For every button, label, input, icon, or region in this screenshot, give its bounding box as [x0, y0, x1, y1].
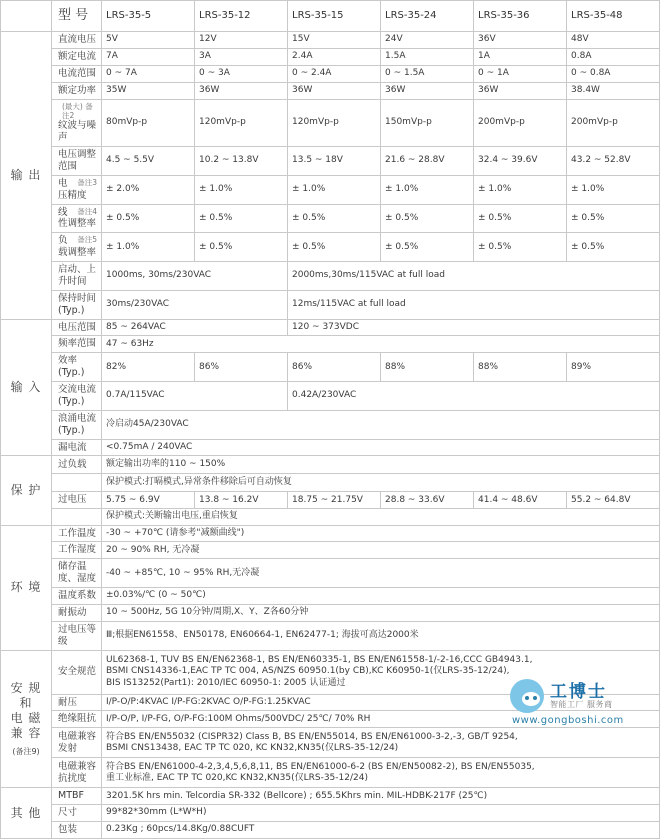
value-cell: 28.8 ~ 33.6V	[381, 492, 474, 509]
param-label: 漏电流	[52, 439, 102, 456]
model-header-0: LRS-35-5	[102, 1, 195, 32]
param-label: 温度系数	[52, 588, 102, 605]
value-cell: 36W	[288, 82, 381, 99]
section-label-1: 输 入	[1, 319, 52, 456]
table-row	[1, 233, 660, 262]
value-cell-merged: 保护模式:关断输出电压,重启恢复	[102, 509, 660, 525]
value-cell: 86%	[288, 353, 381, 382]
table-row	[1, 805, 660, 822]
param-label: 工作湿度	[52, 542, 102, 559]
value-cell: 1A	[474, 48, 567, 65]
param-label: 安全规范	[52, 650, 102, 694]
mascot-eye-right-icon	[533, 696, 537, 700]
value-cell: 0 ~ 1.5A	[381, 65, 474, 82]
value-cell-merged: Ⅲ;根据EN61558、EN50178, EN60664-1, EN62477-1; 海拔可高达2000米	[102, 621, 660, 650]
value-cell: 89%	[567, 353, 660, 382]
param-label: 浪涌电流(Typ.)	[52, 410, 102, 439]
value-cell: 10.2 ~ 13.8V	[195, 147, 288, 176]
param-label: 过负载	[52, 456, 102, 474]
mascot-face-icon	[522, 692, 540, 706]
table-row	[1, 175, 660, 204]
section-label-3: 环 境	[1, 525, 52, 650]
value-cell: 5V	[102, 32, 195, 49]
table-row	[1, 65, 660, 82]
value-cell: 36W	[474, 82, 567, 99]
value-cell: 36W	[381, 82, 474, 99]
value-cell-merged: 0.23Kg ; 60pcs/14.8Kg/0.88CUFT	[102, 822, 660, 839]
value-cell-merged: 符合BS EN/EN61000-4-2,3,4,5,6,8,11, BS EN/EN61000-6-2 (BS EN/EN50082-2), BS EN/EN55035, 重工业标准, EAC TP TC 020,KC KN32,KN35(仅LRS-35-12/24)	[102, 758, 660, 788]
value-cell: ± 0.5%	[195, 233, 288, 262]
value-cell: 13.5 ~ 18V	[288, 147, 381, 176]
mascot-eye-left-icon	[525, 696, 529, 700]
value-cell-merged: 0.42A/230VAC	[288, 382, 660, 411]
table-row	[1, 262, 660, 291]
brand-url: www.gongboshi.com	[512, 715, 624, 726]
table-row	[1, 382, 660, 411]
value-cell: 88%	[474, 353, 567, 382]
value-cell-merged: 30ms/230VAC	[102, 290, 288, 319]
value-cell: 13.8 ~ 16.2V	[195, 492, 288, 509]
table-row	[1, 604, 660, 621]
value-cell: ± 0.5%	[474, 204, 567, 233]
table-row	[1, 410, 660, 439]
value-cell: 21.6 ~ 28.8V	[381, 147, 474, 176]
table-row	[1, 147, 660, 176]
section-label-4: 安 规 和 电 磁 兼 容 (备注9)	[1, 650, 52, 788]
brand-tagline: 智能工厂 服务商	[550, 700, 613, 709]
value-cell: ± 2.0%	[102, 175, 195, 204]
table-row	[1, 319, 660, 336]
brand-name: 工博士	[550, 682, 607, 702]
value-cell-merged: 47 ~ 63Hz	[102, 336, 660, 353]
value-cell: 24V	[381, 32, 474, 49]
table-row	[1, 509, 660, 525]
value-cell-merged: ±0.03%/℃ (0 ~ 50℃)	[102, 588, 660, 605]
param-label: 包装	[52, 822, 102, 839]
value-cell: 200mVp-p	[567, 99, 660, 147]
param-label: 耐振动	[52, 604, 102, 621]
model-header-4: LRS-35-36	[474, 1, 567, 32]
table-row	[1, 474, 660, 492]
value-cell: 120mVp-p	[288, 99, 381, 147]
value-cell-merged: <0.75mA / 240VAC	[102, 439, 660, 456]
value-cell-merged: UL62368-1, TUV BS EN/EN62368-1, BS EN/EN60335-1, BS EN/EN61558-1/-2-16,CCC GB4943.1, BSMI CNS14336-1,EAC TP TC 004, AS/NZS 60950.1(by CB),KC K60950-1(仅LRS-35-12/24), BIS IS13252(Part1): 2010/IEC 60950-1: 2005 认证通过	[102, 650, 660, 694]
value-cell: 80mVp-p	[102, 99, 195, 147]
value-cell: ± 0.5%	[102, 204, 195, 233]
mascot-icon	[510, 679, 544, 713]
value-cell-merged: 符合BS EN/EN55032 (CISPR32) Class B, BS EN/EN55014, BS EN/EN61000-3-2,-3, GB/T 9254, BSMI CNS13438, EAC TP TC 020, KC KN32,KN35(仅LRS-35-12/24)	[102, 728, 660, 758]
value-cell: 18.75 ~ 21.75V	[288, 492, 381, 509]
value-cell-merged: 120 ~ 373VDC	[288, 319, 660, 336]
param-label: 电磁兼容抗扰度	[52, 758, 102, 788]
table-row	[1, 588, 660, 605]
param-label: 过电压	[52, 492, 102, 509]
table-row	[1, 48, 660, 65]
value-cell: ± 0.5%	[381, 204, 474, 233]
table-row	[1, 621, 660, 650]
value-cell: 36V	[474, 32, 567, 49]
value-cell: 4.5 ~ 5.5V	[102, 147, 195, 176]
model-header-5: LRS-35-48	[567, 1, 660, 32]
value-cell: ± 1.0%	[288, 175, 381, 204]
value-cell: ± 1.0%	[102, 233, 195, 262]
section-label-0: 输 出	[1, 32, 52, 320]
param-label: 保持时间(Typ.)	[52, 290, 102, 319]
value-cell-merged: 保护模式:打嗝模式,异常条件移除后可自动恢复	[102, 474, 660, 492]
section-label-2: 保 护	[1, 456, 52, 525]
value-cell: ± 0.5%	[288, 233, 381, 262]
value-cell: 55.2 ~ 64.8V	[567, 492, 660, 509]
value-cell: 0 ~ 7A	[102, 65, 195, 82]
table-row	[1, 788, 660, 805]
table-row	[1, 439, 660, 456]
model-label-cell: 型 号	[52, 1, 102, 32]
value-cell-merged: 2000ms,30ms/115VAC at full load	[288, 262, 660, 291]
param-label: 额定电流	[52, 48, 102, 65]
value-cell: 200mVp-p	[474, 99, 567, 147]
param-label: 过电压等级	[52, 621, 102, 650]
table-row	[1, 758, 660, 788]
value-cell-merged: 冷启动45A/230VAC	[102, 410, 660, 439]
value-cell-merged: I/P-O/P, I/P-FG, O/P-FG:100M Ohms/500VDC/ 25℃/ 70% RH	[102, 711, 660, 728]
param-label: 备注5 负载调整率	[52, 233, 102, 262]
param-label: 电压调整范围	[52, 147, 102, 176]
table-header-row	[1, 1, 660, 32]
value-cell: 86%	[195, 353, 288, 382]
param-label: 工作温度	[52, 525, 102, 542]
value-cell: 35W	[102, 82, 195, 99]
table-row	[1, 82, 660, 99]
table-row	[1, 99, 660, 147]
table-row	[1, 525, 660, 542]
value-cell-merged: 额定输出功率的110 ~ 150%	[102, 456, 660, 474]
param-label: 电磁兼容发射	[52, 728, 102, 758]
value-cell: ± 0.5%	[567, 204, 660, 233]
param-label	[52, 474, 102, 492]
value-cell-merged: I/P-O/P:4KVAC I/P-FG:2KVAC O/P-FG:1.25KVAC	[102, 694, 660, 711]
value-cell: 120mVp-p	[195, 99, 288, 147]
param-label: 启动、上升时间	[52, 262, 102, 291]
value-cell: 48V	[567, 32, 660, 49]
value-cell: 36W	[195, 82, 288, 99]
value-cell: ± 1.0%	[195, 175, 288, 204]
value-cell-merged: 12ms/115VAC at full load	[288, 290, 660, 319]
value-cell: 82%	[102, 353, 195, 382]
value-cell: 12V	[195, 32, 288, 49]
value-cell: ± 0.5%	[474, 233, 567, 262]
value-cell-merged: -30 ~ +70℃ (请参考"减额曲线")	[102, 525, 660, 542]
value-cell-merged: 1000ms, 30ms/230VAC	[102, 262, 288, 291]
table-row	[1, 559, 660, 588]
param-label: 频率范围	[52, 336, 102, 353]
value-cell: 3A	[195, 48, 288, 65]
value-cell: 7A	[102, 48, 195, 65]
param-label: 电压范围	[52, 319, 102, 336]
model-header-3: LRS-35-24	[381, 1, 474, 32]
value-cell-merged: 99*82*30mm (L*W*H)	[102, 805, 660, 822]
table-row	[1, 456, 660, 474]
table-row	[1, 204, 660, 233]
value-cell: 1.5A	[381, 48, 474, 65]
value-cell: 2.4A	[288, 48, 381, 65]
value-cell: ± 1.0%	[381, 175, 474, 204]
value-cell-merged: 20 ~ 90% RH, 无冷凝	[102, 542, 660, 559]
value-cell: ± 1.0%	[567, 175, 660, 204]
value-cell: 32.4 ~ 39.6V	[474, 147, 567, 176]
header-category-cell	[1, 1, 52, 32]
value-cell: ± 0.5%	[288, 204, 381, 233]
param-label: 备注3 电压精度	[52, 175, 102, 204]
param-label	[52, 509, 102, 525]
value-cell-merged: 85 ~ 264VAC	[102, 319, 288, 336]
param-label: 耐压	[52, 694, 102, 711]
value-cell: 0 ~ 2.4A	[288, 65, 381, 82]
param-label: 直流电压	[52, 32, 102, 49]
section-label-5: 其 他	[1, 788, 52, 839]
value-cell-merged: -40 ~ +85℃, 10 ~ 95% RH,无冷凝	[102, 559, 660, 588]
param-label: 备注4 线性调整率	[52, 204, 102, 233]
value-cell: ± 0.5%	[195, 204, 288, 233]
value-cell: 38.4W	[567, 82, 660, 99]
table-row	[1, 492, 660, 509]
param-label: MTBF	[52, 788, 102, 805]
value-cell: 0.8A	[567, 48, 660, 65]
param-label: 效率(Typ.)	[52, 353, 102, 382]
value-cell: ± 0.5%	[381, 233, 474, 262]
value-cell: 88%	[381, 353, 474, 382]
value-cell: 41.4 ~ 48.6V	[474, 492, 567, 509]
watermark-logo	[506, 675, 656, 733]
table-row	[1, 542, 660, 559]
table-row	[1, 290, 660, 319]
value-cell: 150mVp-p	[381, 99, 474, 147]
value-cell: 43.2 ~ 52.8V	[567, 147, 660, 176]
table-row	[1, 353, 660, 382]
param-label: 交流电流(Typ.)	[52, 382, 102, 411]
value-cell: 0 ~ 3A	[195, 65, 288, 82]
model-header-2: LRS-35-15	[288, 1, 381, 32]
value-cell: ± 0.5%	[567, 233, 660, 262]
param-label: 绝缘阻抗	[52, 711, 102, 728]
table-row	[1, 822, 660, 839]
param-label: 储存温度、湿度	[52, 559, 102, 588]
param-label: (最大) 备注2 纹波与噪声	[52, 99, 102, 147]
param-label: 电流范围	[52, 65, 102, 82]
value-cell: ± 1.0%	[474, 175, 567, 204]
value-cell-merged: 10 ~ 500Hz, 5G 10分钟/周期,X、Y、Z各60分钟	[102, 604, 660, 621]
table-row	[1, 336, 660, 353]
value-cell-merged: 0.7A/115VAC	[102, 382, 288, 411]
param-label: 额定功率	[52, 82, 102, 99]
value-cell: 0 ~ 0.8A	[567, 65, 660, 82]
value-cell: 15V	[288, 32, 381, 49]
param-label: 尺寸	[52, 805, 102, 822]
table-row	[1, 32, 660, 49]
value-cell-merged: 3201.5K hrs min. Telcordia SR-332 (Bellcore) ; 655.5Khrs min. MIL-HDBK-217F (25℃)	[102, 788, 660, 805]
model-header-1: LRS-35-12	[195, 1, 288, 32]
value-cell: 0 ~ 1A	[474, 65, 567, 82]
value-cell: 5.75 ~ 6.9V	[102, 492, 195, 509]
